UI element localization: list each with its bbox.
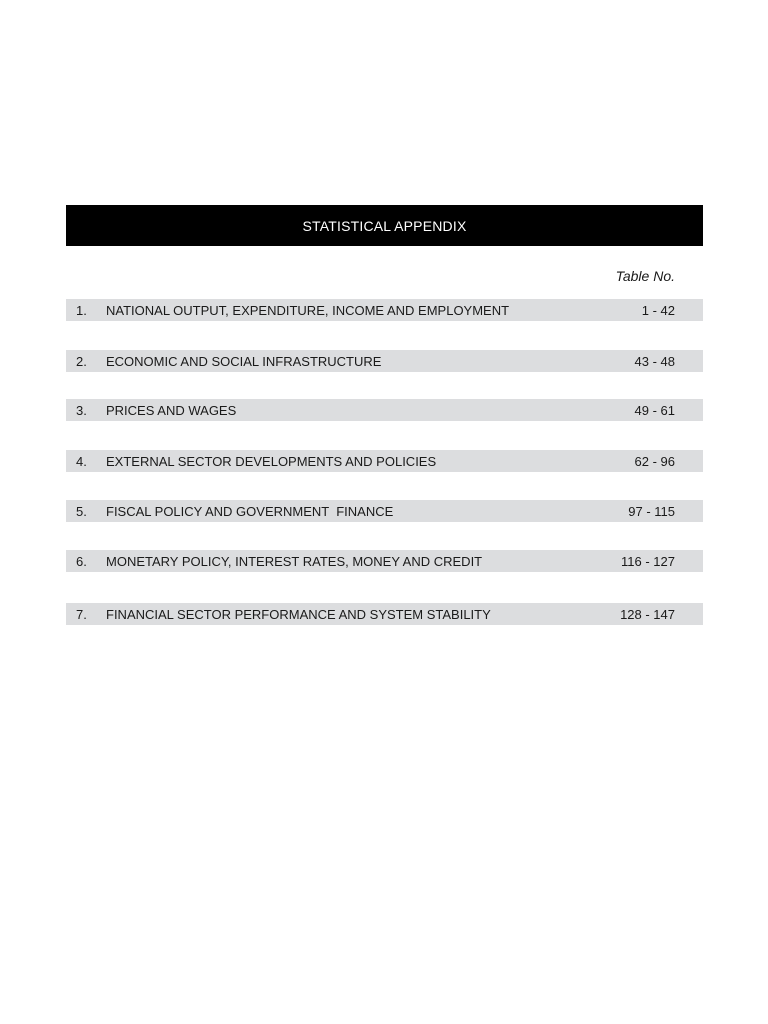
row-table-range: 49 - 61 bbox=[634, 402, 675, 418]
row-title: FINANCIAL SECTOR PERFORMANCE AND SYSTEM STABILITY bbox=[106, 606, 491, 622]
table-number-header: Table No. bbox=[615, 268, 675, 284]
section-title-bar bbox=[66, 205, 703, 246]
row-title: PRICES AND WAGES bbox=[106, 402, 237, 418]
row-table-range: 62 - 96 bbox=[634, 453, 675, 469]
row-table-range: 97 - 115 bbox=[628, 503, 675, 519]
contents-row bbox=[66, 500, 703, 522]
contents-row bbox=[66, 450, 703, 472]
row-table-range: 1 - 42 bbox=[641, 302, 675, 318]
contents-row bbox=[66, 399, 703, 421]
row-number: 3. bbox=[76, 402, 87, 418]
contents-row bbox=[66, 299, 703, 321]
row-number: 2. bbox=[76, 353, 87, 369]
section-title: STATISTICAL APPENDIX bbox=[302, 217, 467, 234]
row-title: MONETARY POLICY, INTEREST RATES, MONEY AND CREDIT bbox=[106, 553, 483, 569]
row-table-range: 43 - 48 bbox=[634, 353, 675, 369]
contents-row bbox=[66, 350, 703, 372]
row-title: FISCAL POLICY AND GOVERNMENT FINANCE bbox=[106, 503, 394, 519]
row-number: 6. bbox=[76, 553, 87, 569]
row-number: 4. bbox=[76, 453, 87, 469]
row-number: 5. bbox=[76, 503, 87, 519]
row-title: NATIONAL OUTPUT, EXPENDITURE, INCOME AND EMPLOYMENT bbox=[106, 302, 510, 318]
row-number: 1. bbox=[76, 302, 87, 318]
row-table-range: 128 - 147 bbox=[620, 606, 675, 622]
row-number: 7. bbox=[76, 606, 87, 622]
row-title: EXTERNAL SECTOR DEVELOPMENTS AND POLICIES bbox=[106, 453, 437, 469]
contents-row bbox=[66, 550, 703, 572]
contents-row bbox=[66, 603, 703, 625]
row-title: ECONOMIC AND SOCIAL INFRASTRUCTURE bbox=[106, 353, 382, 369]
row-table-range: 116 - 127 bbox=[621, 553, 675, 569]
